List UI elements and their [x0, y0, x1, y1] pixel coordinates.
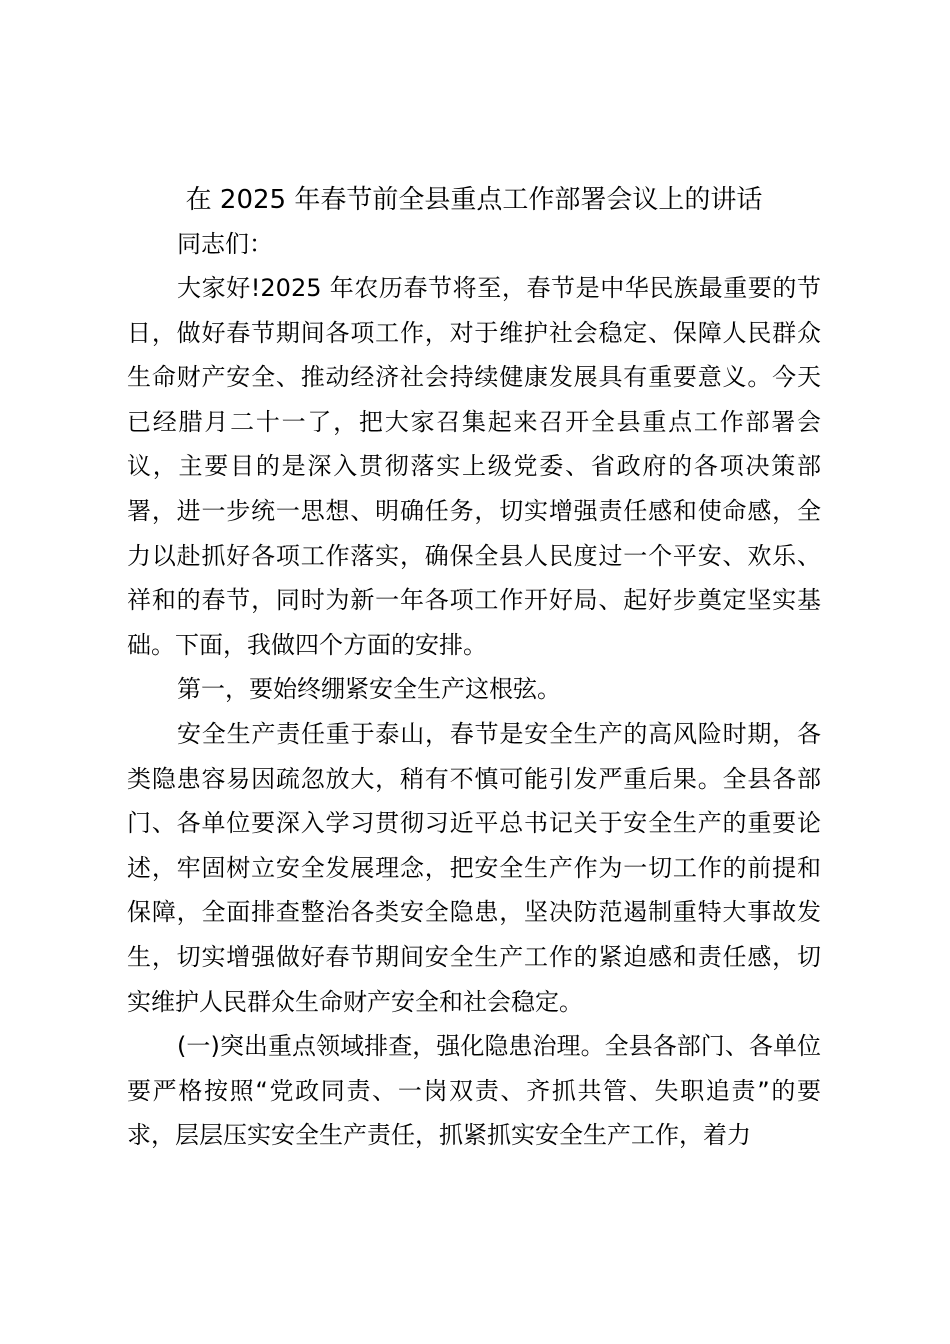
paragraph-subsection-1: (一)突出重点领域排查，强化隐患治理。全县各部门、各单位要严格按照“党政同责、一岗双责、齐抓共管、失职追责”的要求，层层压实安全生产责任，抓紧抓实安全生产工作，着力 [127, 1032, 821, 1150]
paragraph-safety: 安全生产责任重于泰山，春节是安全生产的高风险时期，各类隐患容易因疏忽放大，稍有不慎可能引发严重后果。全县各部门、各单位要深入学习贯彻习近平总书记关于安全生产的重要论述，牢固树立安全发展理念，把安全生产作为一切工作的前提和保障，全面排查整治各类安全隐患，坚决防范遏制重特大事故发生，切实增强做好春节期间安全生产工作的紧迫感和责任感，切实维护人民群众生命财产安全和社会稳定。 [127, 719, 821, 1016]
paragraph-intro: 大家好!2025 年农历春节将至，春节是中华民族最重要的节日，做好春节期间各项工作，对于维护社会稳定、保障人民群众生命财产安全、推动经济社会持续健康发展具有重要意义。今天已经腊月二十一了，把大家召集起来召开全县重点工作部署会议，主要目的是深入贯彻落实上级党委、省政府的各项决策部署，进一步统一思想、明确任务，切实增强责任感和使命感，全力以赴抓好各项工作落实，确保全县人民度过一个平安、欢乐、祥和的春节，同时为新一年各项工作开好局、起好步奠定坚实基础。下面，我做四个方面的安排。 [127, 274, 821, 659]
section-heading-first: 第一，要始终绷紧安全生产这根弦。 [177, 675, 561, 704]
document-page [127, 178, 821, 1158]
document-title: 在 2025 年春节前全县重点工作部署会议上的讲话 [185, 185, 763, 215]
salutation: 同志们： [177, 230, 273, 258]
